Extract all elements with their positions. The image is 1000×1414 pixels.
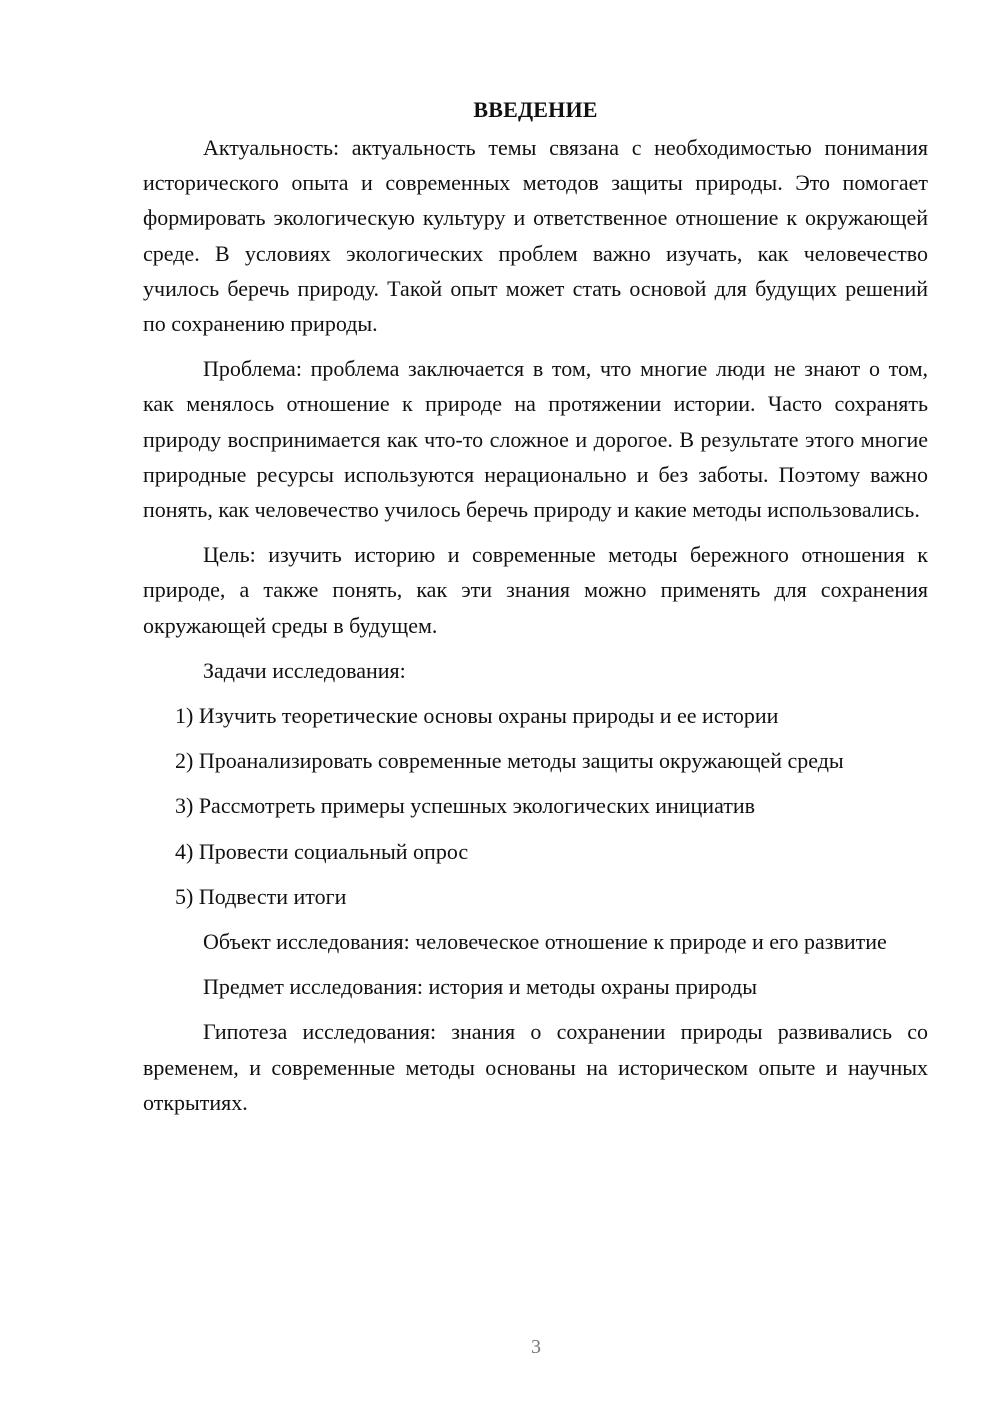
tasks-heading: Задачи исследования: [203, 657, 406, 683]
document-page [143, 92, 928, 1130]
page-number: 3 [531, 1336, 541, 1358]
task-item-3: 3) Рассмотреть примеры успешных экологических инициатив [175, 793, 756, 819]
hypothesis-paragraph: Гипотеза исследования: знания о сохранении природы развивались со временем, и современные методы основаны на историческом опыте и научных открытиях. [143, 1019, 928, 1115]
research-subject-paragraph: Предмет исследования: история и методы охраны природы [203, 974, 757, 1000]
task-item-2: 2) Проанализировать современные методы защиты окружающей среды [175, 748, 844, 774]
relevance-paragraph: Актуальность: актуальность темы связана с необходимостью понимания исторического опыта и современных методов защиты природы. Это помогает формировать экологическую культуру и ответственное отношение к окружающей среде. В условиях экологических проблем важно изучать, как человечество училось беречь природу. Такой опыт может стать основой для будущих решений по сохранению природы. [143, 135, 928, 337]
research-object-paragraph: Объект исследования: человеческое отношение к природе и его развитие [203, 929, 887, 955]
task-item-1: 1) Изучить теоретические основы охраны природы и ее истории [175, 703, 779, 729]
task-item-4: 4) Провести социальный опрос [175, 838, 469, 864]
section-heading: ВВЕДЕНИЕ [473, 97, 598, 122]
problem-paragraph: Проблема: проблема заключается в том, что многие люди не знают о том, как менялось отношение к природе на протяжении истории. Часто сохранять природу воспринимается как что-то сложное и дорогое. В результате этого многие природные ресурсы используются нерационально и без заботы. Поэтому важно понять, как человечество училось беречь природу и какие методы использовались. [143, 356, 928, 523]
goal-paragraph: Цель: изучить историю и современные методы бережного отношения к природе, а также понять, как эти знания можно применять для сохранения окружающей среды в будущем. [143, 542, 928, 638]
task-item-5: 5) Подвести итоги [175, 883, 347, 909]
